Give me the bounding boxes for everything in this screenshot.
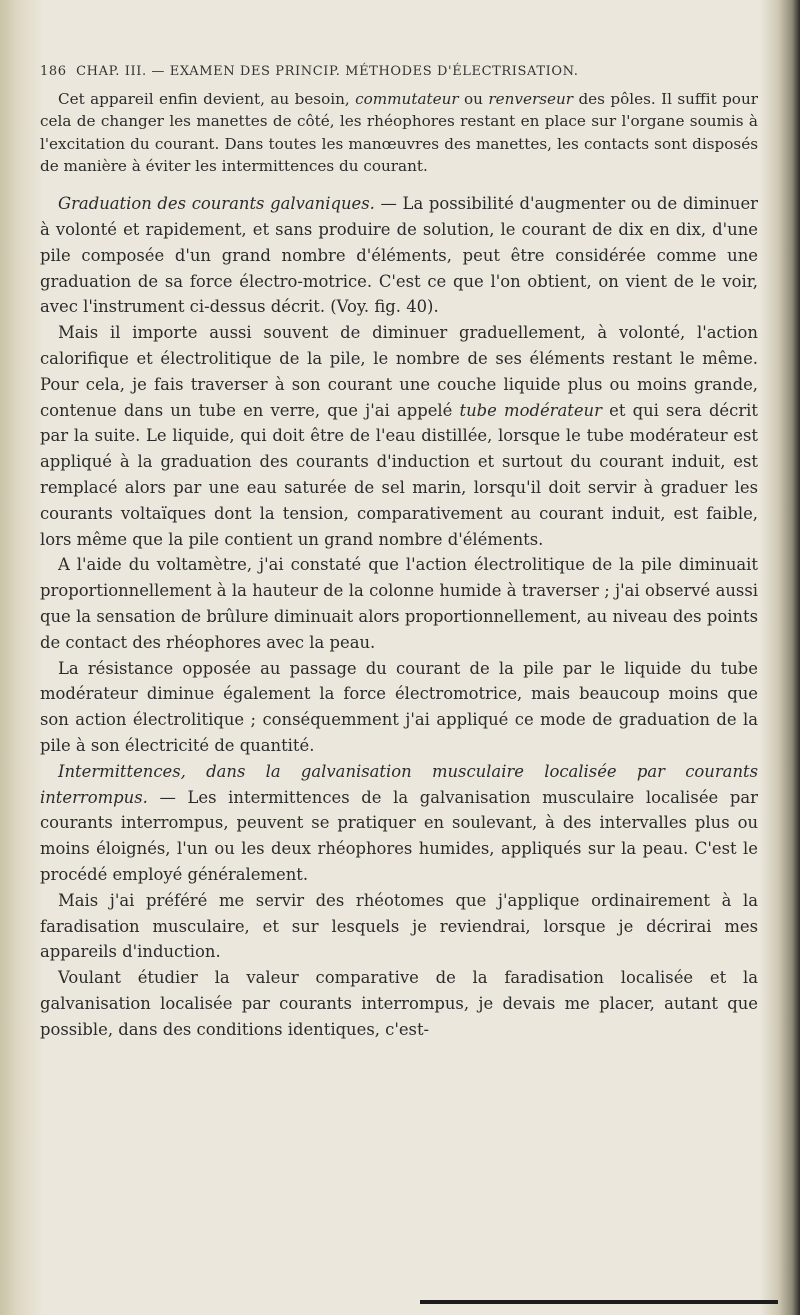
running-header <box>40 64 760 79</box>
bottom-edge-shadow <box>420 1300 778 1304</box>
paragraph <box>40 965 758 1042</box>
page-left-shadow <box>0 0 44 1315</box>
text-run: ou <box>458 90 489 108</box>
text-run: Cet appareil enfin devient, au besoin, <box>58 90 356 108</box>
paragraph <box>40 191 758 320</box>
text-run: des pôles. Il suffit pour cela de changer les manettes de côté, les rhéophores restant en place sur l'organe soumis à l'excitation du courant. Dans toutes les manœuvres des manettes, les contacts sont disposés de manière à éviter les intermittences du courant. <box>40 90 758 175</box>
text-run: A l'aide du voltamètre, j'ai constaté que l'action électrolitique de la pile diminuait proportionnellement à la hauteur de la colonne humide à traverser ; j'ai observé aussi que la sensation de brûlure diminuait alors proportionnellement, au niveau des points de contact des rhéophores avec la peau. <box>40 555 758 652</box>
paragraph <box>40 320 758 552</box>
text-run: — La possibilité d'augmenter ou de diminuer à volonté et rapidement, et sans produire de solution, le courant de dix en dix, d'une pile composée d'un grand nombre d'éléments, peut être considérée comme une graduation de sa force électro-motrice. C'est ce que l'on obtient, on vient de le voir, avec l'instrument ci-dessus décrit. (Voy. fig. 40). <box>40 194 758 317</box>
text-run: La résistance opposée au passage du courant de la pile par le liquide du tube modérateur diminue également la force électromotrice, mais beaucoup moins que son action électrolitique ; conséquemment j'ai appliqué ce mode de graduation de la pile à son électricité de quantité. <box>40 658 758 755</box>
paragraph <box>40 656 758 759</box>
italic-run: tube modérateur <box>459 400 602 420</box>
italic-run: Graduation des courants galvaniques. <box>58 194 375 214</box>
italic-run: commutateur <box>355 90 459 108</box>
italic-run: renverseur <box>488 90 574 108</box>
text-run: Voulant étudier la valeur comparative de la faradisation localisée et la galvanisation localisée par courants interrompus, je devais me placer, autant que possible, dans des conditions identiques, c'est- <box>40 968 758 1039</box>
italic-run: Intermittences, dans la galvanisation musculaire localisée par courants interrompus. <box>40 761 758 807</box>
page-number: 186 <box>40 64 67 79</box>
text-run: Mais j'ai préféré me servir des rhéotomes que j'applique ordinairement à la faradisation musculaire, et sur lesquels je reviendrai, lorsque je décrirai mes appareils d'induction. <box>40 890 758 962</box>
text-run: — Les intermittences de la galvanisation musculaire localisée par courants interrompus, peuvent se pratiquer en soulevant, à des intervalles plus ou moins éloignés, l'un ou les deux rhéophores humides, appliqués sur la peau. C'est le procédé employé généralement. <box>40 787 758 884</box>
page-body <box>40 88 758 1042</box>
paragraph <box>40 888 758 965</box>
text-run: et qui sera décrit par la suite. Le liquide, qui doit être de l'eau distillée, lorsque le tube modérateur est appliqué à la graduation des courants d'induction et surtout du courant induit, est remplacé alors par une eau saturée de sel marin, lorsqu'il doit servir à graduer les courants voltaïques dont la tension, comparativement au courant induit, est faible, lors même que la pile contient un grand nombre d'éléments. <box>40 400 758 549</box>
page-right-binding-shadow <box>760 0 800 1315</box>
text-run: Mais il importe aussi souvent de diminuer graduellement, à volonté, l'action calorifique et électrolitique de la pile, le nombre de ses éléments restant le même. Pour cela, je fais traverser à son courant une couche liquide plus ou moins grande, contenue dans un tube en verre, que j'ai appelé <box>40 323 758 420</box>
paragraph <box>40 552 758 655</box>
paragraph <box>40 88 758 177</box>
paragraph <box>40 759 758 888</box>
running-title: CHAP. III. — EXAMEN DES PRINCIP. MÉTHODES D'ÉLECTRISATION. <box>76 64 579 79</box>
